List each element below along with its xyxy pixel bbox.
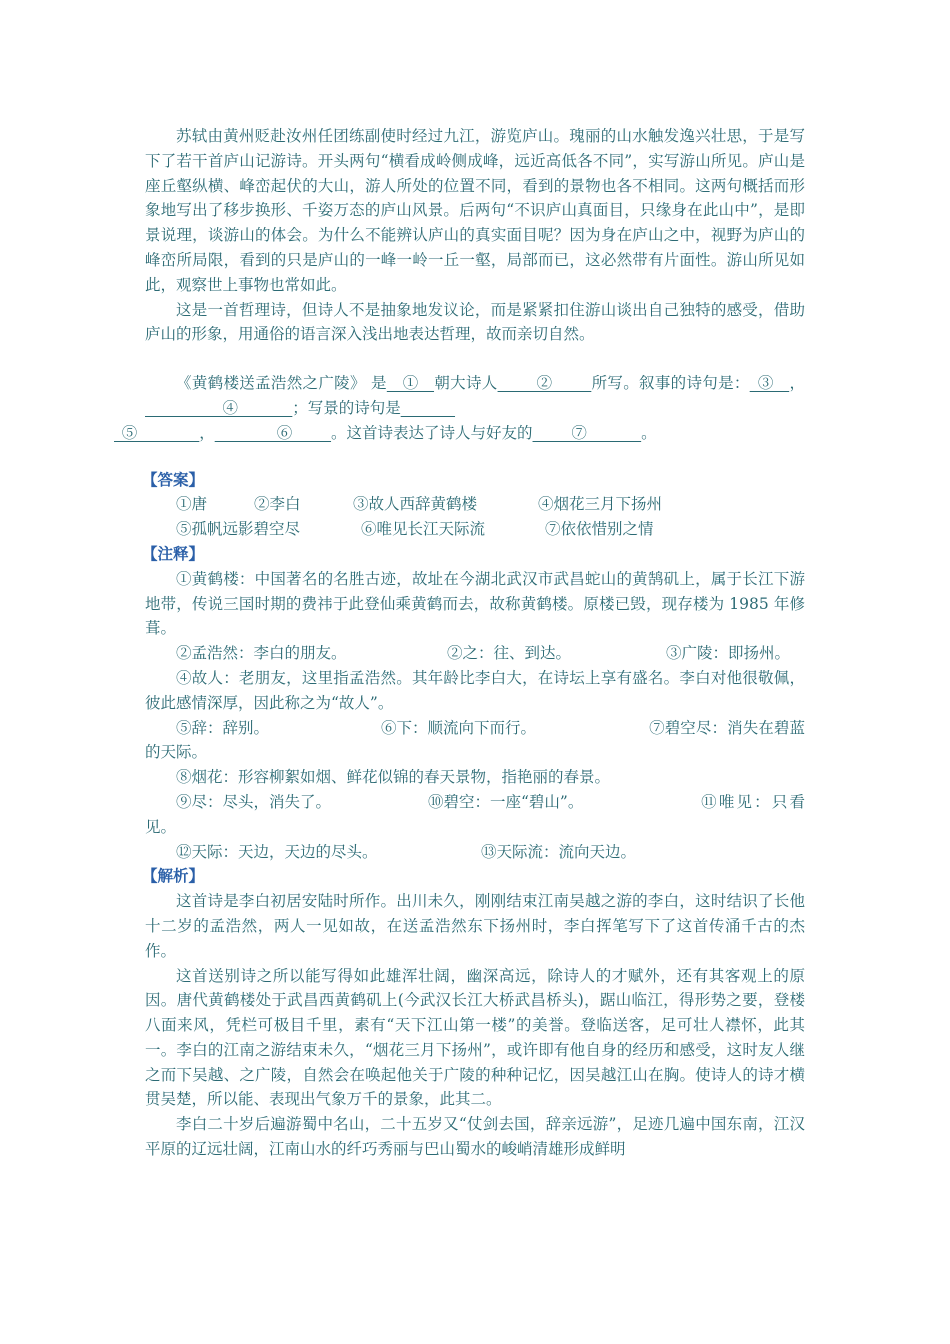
answer-1: ①唐: [176, 495, 208, 514]
answer-5: ⑤孤帆远影碧空尽: [176, 520, 301, 539]
intro-paragraph-1: 苏轼由黄州贬赴汝州任团练副使时经过九江，游览庐山。瑰丽的山水触发逸兴壮思，于是写下了若干首庐山记游诗。开头两句“横看成岭侧成峰，远近高低各不同”，实写游山所见。庐山是座丘壑纵横、峰峦起伏的大山，游人所处的位置不同，看到的景物也各不相同。这两句概括而形象地写出了移步换形、千姿万态的庐山风景。后两句“不识庐山真面目，只缘身在此山中”，是即景说理，谈游山的体会。为什么不能辨认庐山的真实面目呢？因为身在庐山之中，视野为庐山的峰峦所局限，看到的只是庐山的一峰一岭一丘一壑，局部而已，这必然带有片面性。游山所见如此，观察世上事物也常如此。: [145, 127, 805, 294]
notes-row-12: [145, 840, 805, 865]
analysis-paragraph-1: 这首诗是李白初居安陆时所作。出川未久，刚刚结束江南吴越之游的李白，这时结识了长他十二岁的孟浩然，两人一见如故，在送孟浩然东下扬州时，李白挥笔写下了这首传涌千古的杰作。: [145, 892, 805, 960]
fill-in-question: 《黄鹤楼送孟浩然之广陵》 是__①__朝大诗人_____②_____所写。叙事的诗句是：_③__，__________④_______；写景的诗句是_______ _⑤________，________⑥_____。这首诗表达了诗人与好友的_____⑦_______。: [114, 374, 805, 442]
blank-2: _____②_____: [497, 374, 592, 393]
note-3: ③广陵：即扬州。: [666, 644, 791, 663]
blank-6: ________⑥_____: [214, 423, 332, 442]
analysis-heading: 【解析】: [142, 866, 205, 886]
intro-paragraph-2: 这是一首哲理诗，但诗人不是抽象地发议论，而是紧紧扣住游山谈出自己独特的感受，借助庐山的形象，用通俗的语言深入浅出地表达哲理，故而亲切自然。: [145, 300, 805, 344]
spacer: [145, 446, 805, 468]
answer-4: ④烟花三月下扬州: [538, 495, 663, 514]
note-7: ⑦碧空尽：消失在碧蓝的天际。: [145, 718, 805, 762]
note-9: ⑨尽：尽头，消失了。: [176, 792, 332, 811]
blank-5: _⑤________: [114, 423, 200, 442]
answer-heading: 【答案】: [142, 469, 205, 489]
blank-4: __________④_______: [145, 398, 293, 417]
note-8: ⑧烟花：形容柳絮如烟、鲜花似锦的春天景物，指艳丽的春景。: [176, 768, 611, 787]
document-page: [114, 124, 805, 1162]
notes-row-2: [145, 641, 805, 666]
note-12: ⑫天际：天边，天边的尽头。: [176, 842, 378, 861]
note-13: ⑬天际流：流向天边。: [481, 842, 637, 861]
analysis-paragraph-3: 李白二十岁后遍游蜀中名山，二十五岁又“仗剑去国，辞亲远游”，足迹几遍中国东南，江汉平原的辽远壮阔，江南山水的纤巧秀丽与巴山蜀水的峻峭清雄形成鲜明: [145, 1115, 805, 1159]
spacer: [145, 347, 805, 371]
note-2b: ②之：往、到达。: [447, 644, 572, 663]
note-5: ⑤辞：辞别。: [176, 718, 270, 737]
note-11: ⑪唯见：只看见。: [145, 792, 805, 836]
answer-3: ③故人西辞黄鹤楼: [353, 495, 478, 514]
answer-row-2: [145, 517, 805, 542]
note-1: ①黄鹤楼：中国著名的名胜古迹，故址在今湖北武汉市武昌蛇山的黄鹄矶上，属于长江下游地带，传说三国时期的费祎于此登仙乘黄鹤而去，故称黄鹤楼。原楼已毁，现存楼为 1985 年修葺。: [145, 569, 805, 638]
answer-2: ②李白: [254, 495, 301, 514]
notes-heading: 【注释】: [142, 543, 205, 563]
notes-row-9: [145, 790, 805, 840]
blank-7: _____⑦_______: [532, 423, 642, 442]
blank-3: _③__: [749, 374, 790, 393]
note-4: ④故人：老朋友，这里指孟浩然。其年龄比李白大，在诗坛上享有盛名。李白对他很敬佩，彼此感情深厚，因此称之为“故人”。: [145, 668, 805, 712]
note-2: ②孟浩然：李白的朋友。: [176, 644, 347, 663]
answer-row-1: [145, 492, 805, 517]
note-10: ⑩碧空：一座“碧山”。: [428, 792, 584, 811]
analysis-paragraph-2: 这首送别诗之所以能写得如此雄浑壮阔，幽深高远，除诗人的才赋外，还有其客观上的原因。唐代黄鹤楼处于武昌西黄鹤矶上(今武汉长江大桥武昌桥头)，踞山临江，得形势之要，登楼八面来风，凭栏可极目千里，素有“天下江山第一楼”的美誉。登临送客，足可壮人襟怀，此其一。李白的江南之游结束未久，“烟花三月下扬州”，或许即有他自身的经历和感受，这时友人继之而下吴越、之广陵，自然会在唤起他关于广陵的种种记忆，因吴越江山在胸。使诗人的诗才横贯吴楚，所以能、表现出气象万千的景象，此其二。: [145, 966, 805, 1109]
blank-extra: _______: [400, 398, 456, 417]
blank-1: __①__: [386, 374, 435, 393]
answer-6: ⑥唯见长江天际流: [361, 520, 486, 539]
answer-7: ⑦依依惜别之情: [545, 520, 654, 539]
note-6: ⑥下：顺流向下而行。: [381, 718, 537, 737]
notes-row-5: [145, 716, 805, 766]
